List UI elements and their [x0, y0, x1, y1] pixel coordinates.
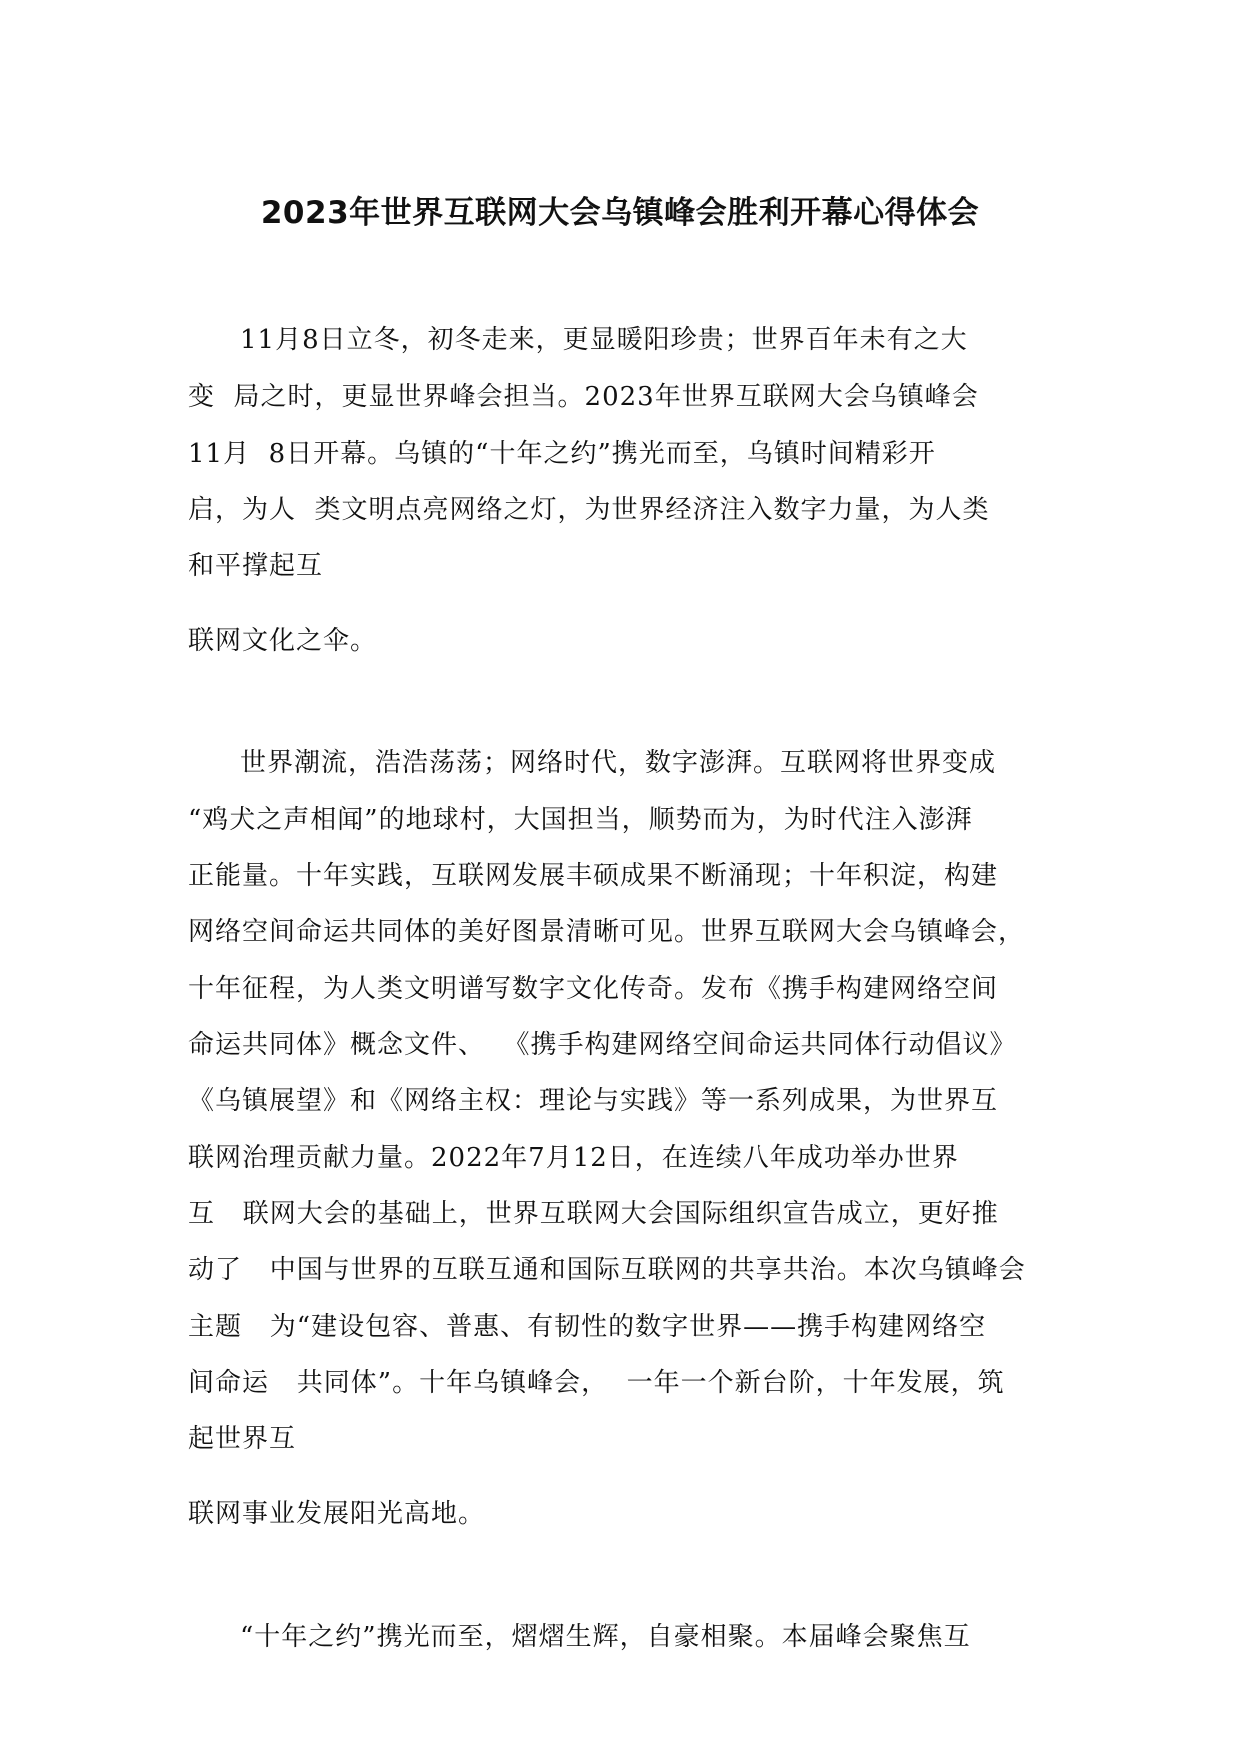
paragraph-line: 十年征程，为人类文明谱写数字文化传奇。发布《携手构建网络空间 [188, 974, 999, 1004]
paragraph-line: 动了 中国与世界的互联互通和国际互联网的共享共治。本次乌镇峰会 [188, 1255, 1026, 1285]
paragraph-line: 联网文化之伞。 [188, 626, 378, 656]
paragraph-line: 启，为人 类文明点亮网络之灯，为世界经济注入数字力量，为人类 [188, 495, 990, 525]
paragraph-line: 正能量。十年实践，互联网发展丰硕成果不断涌现；十年积淀，构建 [188, 861, 999, 891]
paragraph-line: 变 局之时，更显世界峰会担当。2023年世界互联网大会乌镇峰会 [188, 382, 979, 412]
paragraph-line: 和平撑起互 [188, 551, 324, 581]
paragraph-line: 命运共同体》概念文件、 《携手构建网络空间命运共同体行动倡议》 [188, 1030, 1017, 1060]
paragraph-line: 11月8日立冬，初冬走来，更显暖阳珍贵；世界百年未有之大 [240, 325, 968, 355]
paragraph-line: 世界潮流，浩浩荡荡；网络时代，数字澎湃。互联网将世界变成 [240, 748, 997, 778]
paragraph-line: 间命运 共同体”。十年乌镇峰会， 一年一个新台阶，十年发展，筑 [188, 1368, 1005, 1398]
paragraph-line: 联网事业发展阳光高地。 [188, 1499, 486, 1529]
paragraph-line: 起世界互 [188, 1424, 297, 1454]
paragraph-line: 网络空间命运共同体的美好图景清晰可见。世界互联网大会乌镇峰会， [188, 917, 1026, 947]
paragraph-line: “十年之约”携光而至，熠熠生辉，自豪相聚。本届峰会聚焦互 [240, 1622, 971, 1652]
paragraph-line: 《乌镇展望》和《网络主权：理论与实践》等一系列成果，为世界互 [188, 1086, 999, 1116]
paragraph-line: 互 联网大会的基础上，世界互联网大会国际组织宣告成立，更好推 [188, 1199, 999, 1229]
document-title: 2023年世界互联网大会乌镇峰会胜利开幕心得体会 [260, 195, 980, 231]
paragraph-line: 主题 为“建设包容、普惠、有韧性的数字世界——携手构建网络空 [188, 1312, 987, 1342]
paragraph-line: “鸡犬之声相闻”的地球村，大国担当，顺势而为，为时代注入澎湃 [188, 805, 973, 835]
paragraph-line: 联网治理贡献力量。2022年7月12日，在连续八年成功举办世界 [188, 1143, 959, 1173]
paragraph-line: 11月 8日开幕。乌镇的“十年之约”携光而至，乌镇时间精彩开 [188, 439, 936, 469]
